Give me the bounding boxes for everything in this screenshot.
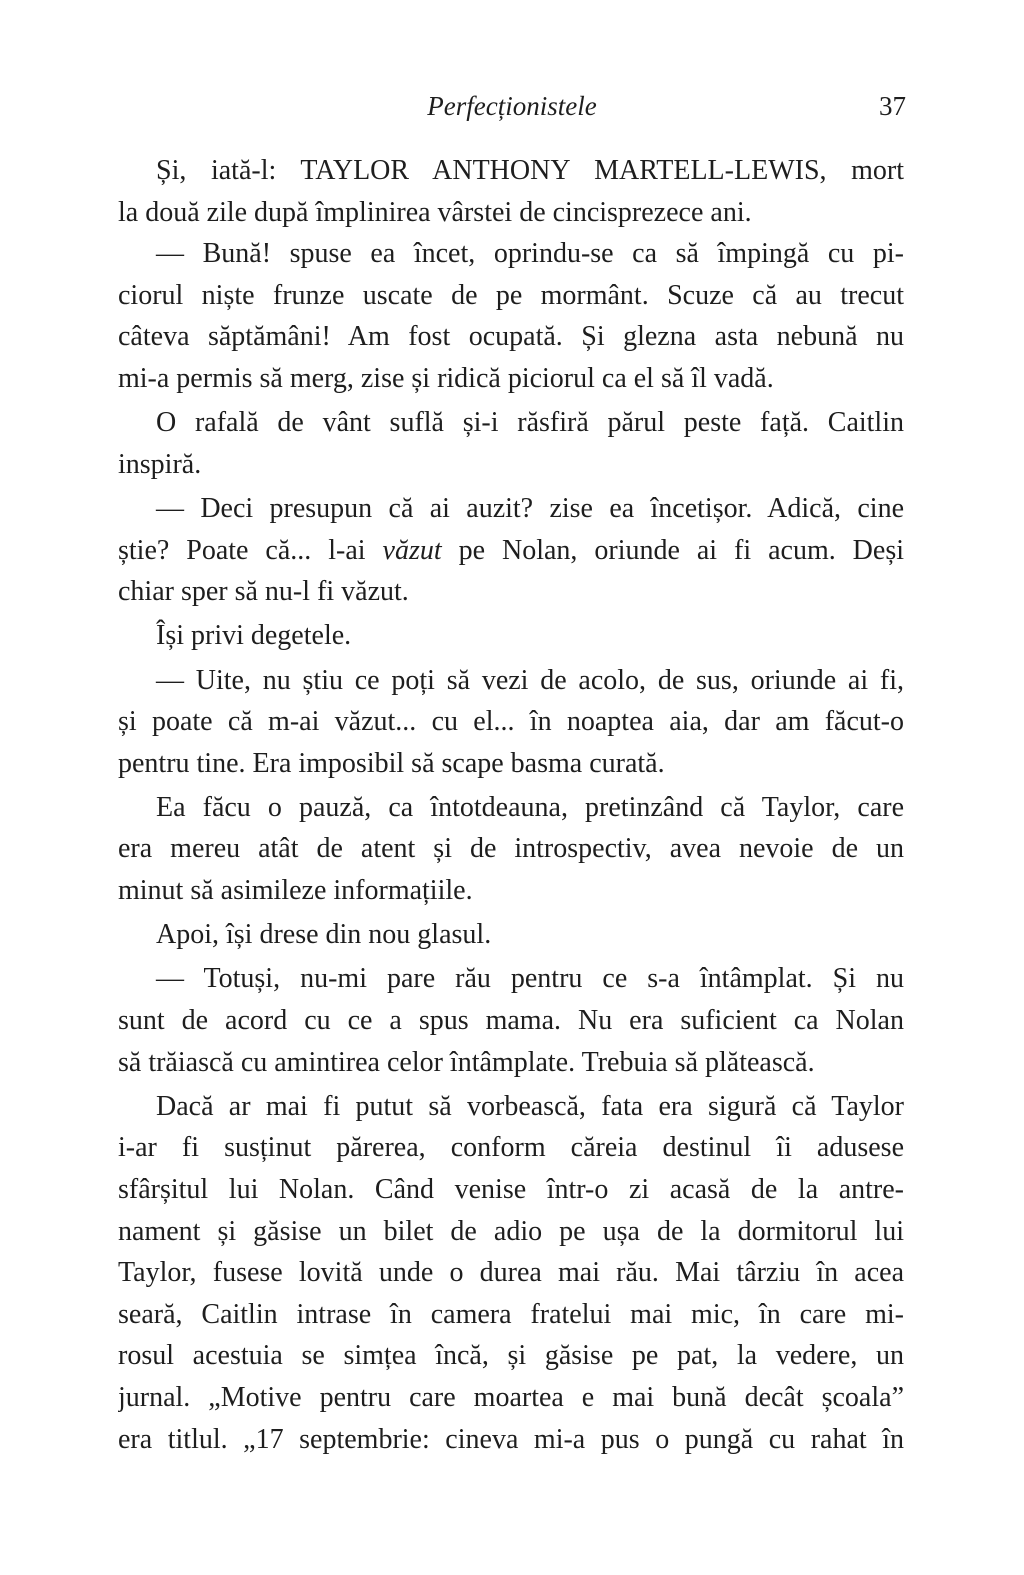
text-line: — Totuși, nu-mi pare rău pentru ce s-a întâmplat. Și nu (156, 963, 904, 995)
text-line: chiar sper să nu-l fi văzut. (118, 576, 409, 608)
text-line: la două zile după împlinirea vârstei de cincisprezece ani. (118, 196, 752, 228)
text-line: să trăiască cu amintirea celor întâmplate. Trebuia să plătească. (118, 1046, 815, 1078)
text-line: Dacă ar mai fi putut să vorbească, fata era sigură că Taylor (156, 1090, 904, 1122)
text-line: câteva săptămâni! Am fost ocupată. Și glezna asta nebună nu (118, 321, 904, 353)
text-line: i-ar fi susținut părerea, conform căreia destinul îi adusese (118, 1132, 904, 1164)
text-line: O rafală de vânt suflă și-i răsfiră părul peste față. Caitlin (156, 407, 904, 439)
text-line (118, 530, 904, 572)
text-segment: pe Nolan, oriunde ai fi acum. Deși (441, 534, 904, 566)
body-text (118, 150, 904, 1460)
text-line: rosul acestuia se simțea încă, și găsise pe pat, la vedere, un (118, 1340, 904, 1372)
text-line: Ea făcu o pauză, ca întotdeauna, pretinzând că Taylor, care (156, 791, 904, 823)
text-line: nament și găsise un bilet de adio pe ușa de la dormitorul lui (118, 1215, 904, 1247)
text-line: jurnal. „Motive pentru care moartea e mai bună decât școala” (118, 1381, 904, 1413)
text-line: Apoi, își drese din nou glasul. (156, 919, 492, 951)
text-line: pentru tine. Era imposibil să scape basma curată. (118, 747, 665, 779)
text-line: sfârșitul lui Nolan. Când venise într-o zi acasă de la antre- (118, 1174, 904, 1205)
text-line: era titlul. „17 septembrie: cineva mi-a pus o pungă cu rahat în (118, 1423, 904, 1455)
text-line: sunt de acord cu ce a spus mama. Nu era suficient ca Nolan (118, 1005, 904, 1037)
text-segment: știe? Poate că... l-ai (118, 534, 383, 566)
text-line: minut să asimileze informațiile. (118, 875, 473, 907)
text-line: ciorul niște frunze uscate de pe mormânt. Scuze că au trecut (118, 279, 904, 311)
text-line: era mereu atât de atent și de introspectiv, avea nevoie de un (118, 833, 904, 865)
italic-emphasis: văzut (382, 534, 442, 566)
text-line: Și, iată-l: TAYLOR ANTHONY MARTELL-LEWIS, mort (156, 155, 904, 186)
text-line: Își privi degetele. (156, 620, 352, 652)
text-line: — Bună! spuse ea încet, oprindu-se ca să împingă cu pi- (156, 238, 904, 270)
running-header-title: Perfecționistele (427, 91, 597, 121)
text-line: Taylor, fusese lovită unde o durea mai rău. Mai târziu în acea (118, 1257, 904, 1289)
text-line: — Uite, nu știu ce poți să vezi de acolo, de sus, oriunde ai fi, (156, 664, 904, 696)
text-line: inspiră. (118, 448, 202, 480)
text-line: și poate că m-ai văzut... cu el... în noaptea aia, dar am făcut-o (118, 706, 904, 738)
text-line: — Deci presupun că ai auzit? zise ea încetișor. Adică, cine (156, 492, 904, 524)
text-line: seară, Caitlin intrase în camera fratelui mai mic, în care mi- (118, 1298, 904, 1330)
page-number: 37 (879, 91, 906, 121)
text-line: mi-a permis să merg, zise și ridică piciorul ca el să îl vadă. (118, 362, 774, 394)
